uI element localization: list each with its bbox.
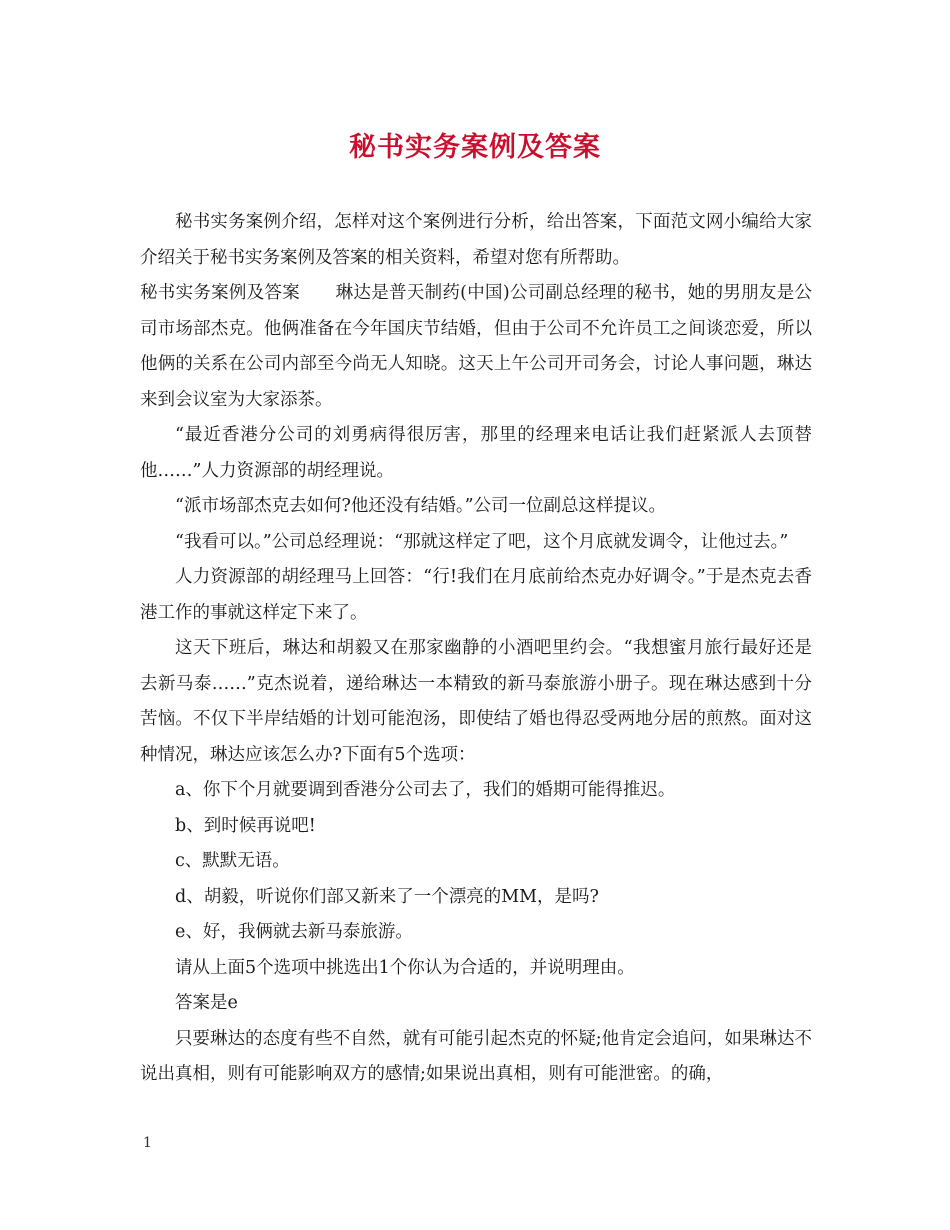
paragraph: a、你下个月就要调到香港分公司去了，我们的婚期可能得推迟。 <box>175 780 676 800</box>
paragraph: d、胡毅，听说你们部又新来了一个漂亮的MM，是吗? <box>175 886 599 907</box>
document-body <box>140 205 812 1093</box>
page-number: 1 <box>143 1135 152 1151</box>
paragraph: 这天下班后，琳达和胡毅又在那家幽静的小酒吧里约会。“我想蜜月旅行最好还是去新马泰……”克杰说着，递给琳达一本精致的新马泰旅游小册子。现在琳达感到十分苦恼。不仅下半岸结婚的计划可能泡汤，即使结了婚也得忍受两地分居的煎熬。面对这种情况，琳达应该怎么办?下面有5个选项： <box>140 638 812 765</box>
paragraph: “派市场部杰克去如何?他还没有结婚。”公司一位副总这样提议。 <box>175 496 667 516</box>
paragraph: “最近香港分公司的刘勇病得很厉害，那里的经理来电话让我们赶紧派人去顶替他……”人力资源部的胡经理说。 <box>140 425 812 481</box>
paragraph: 只要琳达的态度有些不自然，就有可能引起杰克的怀疑;他肯定会追问，如果琳达不说出真相，则有可能影响双方的感情;如果说出真相，则有可能泄密。的确， <box>140 1028 812 1084</box>
paragraph: 秘书实务案例介绍，怎样对这个案例进行分析，给出答案，下面范文网小编给大家介绍关于秘书实务案例及答案的相关资料，希望对您有所帮助。 <box>140 212 812 268</box>
paragraph: c、默默无语。 <box>175 851 290 871</box>
paragraph: “我看可以。”公司总经理说：“那就这样定了吧，这个月底就发调令，让他过去。” <box>175 531 789 552</box>
paragraph: 请从上面5个选项中挑选出1个你认为合适的，并说明理由。 <box>175 957 635 978</box>
paragraph: 人力资源部的胡经理马上回答：“行!我们在月底前给杰克办好调令。”于是杰克去香港工作的事就这样定下来了。 <box>140 567 812 623</box>
paragraph: b、到时候再说吧! <box>175 815 316 836</box>
page-title: 秘书实务案例及答案 <box>349 132 601 163</box>
paragraph: e、好，我俩就去新马泰旅游。 <box>175 922 413 942</box>
paragraph: 答案是e <box>175 993 238 1013</box>
paragraph: 秘书实务案例及答案 琳达是普天制药(中国)公司副总经理的秘书，她的男朋友是公司市场部杰克。他俩准备在今年国庆节结婚，但由于公司不允许员工之间谈恋爱，所以他俩的关系在公司内部至今尚无人知晓。这天上午公司开司务会，讨论人事问题，琳达来到会议室为大家添茶。 <box>140 283 812 410</box>
